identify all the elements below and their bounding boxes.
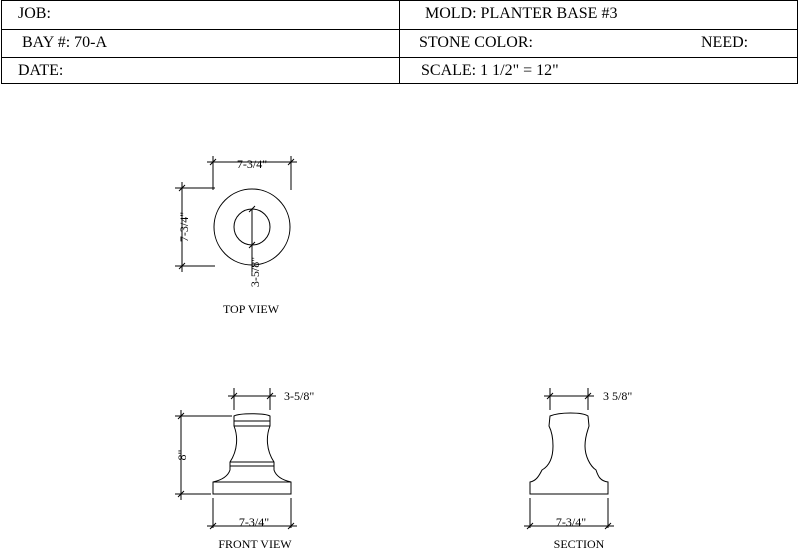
front-view <box>175 388 297 529</box>
drawing-area <box>0 84 800 552</box>
title-block-row-date <box>2 57 797 86</box>
top-view-inner-label: 3-5/8" <box>248 256 262 288</box>
front-view-caption: FRONT VIEW <box>218 537 292 551</box>
section-view <box>524 388 614 529</box>
front-view-height-label: 8" <box>175 449 189 461</box>
section-view-caption: SECTION <box>553 537 605 551</box>
front-view-top-label: 3-5/8" <box>284 389 315 403</box>
front-view-top-dimension <box>228 388 276 410</box>
stone-color-label: STONE COLOR: <box>419 34 533 51</box>
section-view-profile <box>530 413 608 494</box>
title-block-row-job <box>2 1 797 29</box>
section-view-top-label: 3 5/8" <box>603 389 633 403</box>
job-label: JOB: <box>18 5 51 22</box>
section-view-width-label: 7-3/4" <box>555 515 587 529</box>
mold-label: MOLD: PLANTER BASE #3 <box>425 5 618 22</box>
need-label: NEED: <box>701 34 749 51</box>
section-view-top-dimension <box>544 388 594 410</box>
scale-label: SCALE: 1 1/2" = 12" <box>421 62 559 79</box>
title-block <box>1 0 798 84</box>
top-view-height-label: 7-3/4" <box>177 211 191 243</box>
top-view-width-label: 7-3/4" <box>236 157 268 171</box>
top-view <box>175 156 297 272</box>
front-view-width-label: 7-3/4" <box>238 515 270 529</box>
date-label: DATE: <box>18 62 64 79</box>
title-block-row-bay <box>2 29 797 58</box>
bay-label: BAY #: 70-A <box>22 34 108 51</box>
top-view-caption: TOP VIEW <box>222 302 280 316</box>
